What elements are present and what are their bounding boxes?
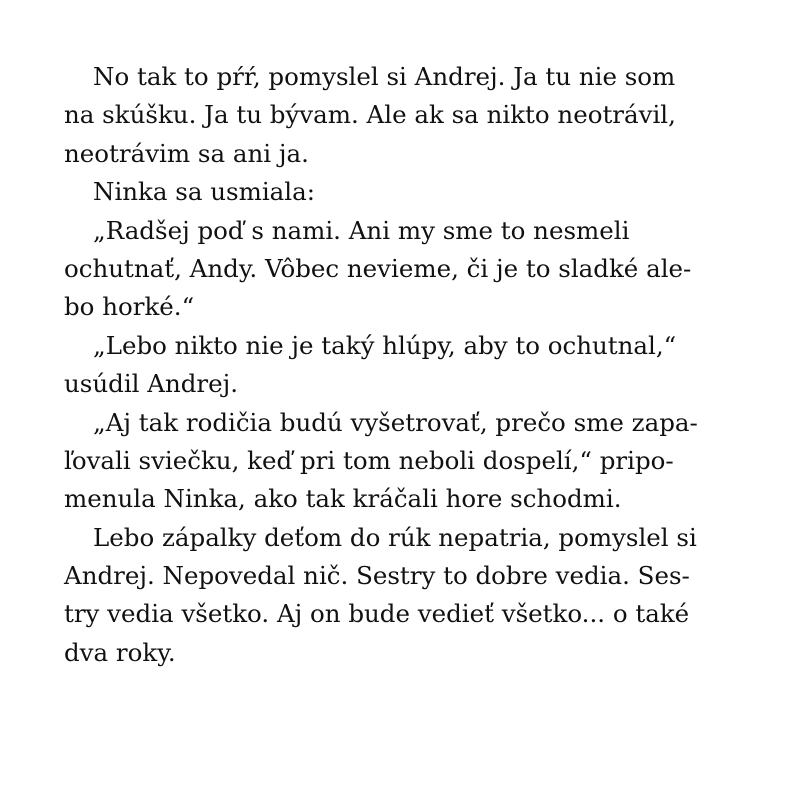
text-line: try vedia všetko. Aj on bude vedieť všetko... o také: [64, 599, 690, 629]
text-line: No tak to pŕŕ, pomyslel si Andrej. Ja tu nie som: [93, 62, 676, 91]
text-line: Andrej. Nepovedal nič. Sestry to dobre vedia. Ses-: [64, 561, 690, 591]
text-line: „Radšej poď s nami. Ani my sme to nesmeli: [93, 215, 630, 245]
text-line: Ninka sa usmiala:: [93, 177, 315, 207]
text-line: na skúšku. Ja tu bývam. Ale ak sa nikto neotrávil,: [64, 100, 676, 130]
text-line: bo horké.“: [64, 292, 195, 322]
text-line: ochutnať, Andy. Vôbec nevieme, či je to sladké ale-: [64, 253, 692, 283]
text-line: „Aj tak rodičia budú vyšetrovať, prečo sme zapa-: [93, 407, 698, 437]
text-line: ľovali sviečku, keď pri tom neboli dospelí,“ pripo-: [64, 445, 674, 475]
text-line: menula Ninka, ako tak kráčali hore schodmi.: [64, 484, 622, 514]
body-text: [64, 58, 744, 672]
text-line: usúdil Andrej.: [64, 369, 239, 399]
text-line: Lebo zápalky deťom do rúk nepatria, pomyslel si: [93, 522, 697, 552]
text-line: dva roky.: [64, 637, 176, 667]
text-line: neotrávim sa ani ja.: [64, 138, 309, 168]
text-line: „Lebo nikto nie je taký hlúpy, aby to ochutnal,“: [93, 330, 677, 360]
